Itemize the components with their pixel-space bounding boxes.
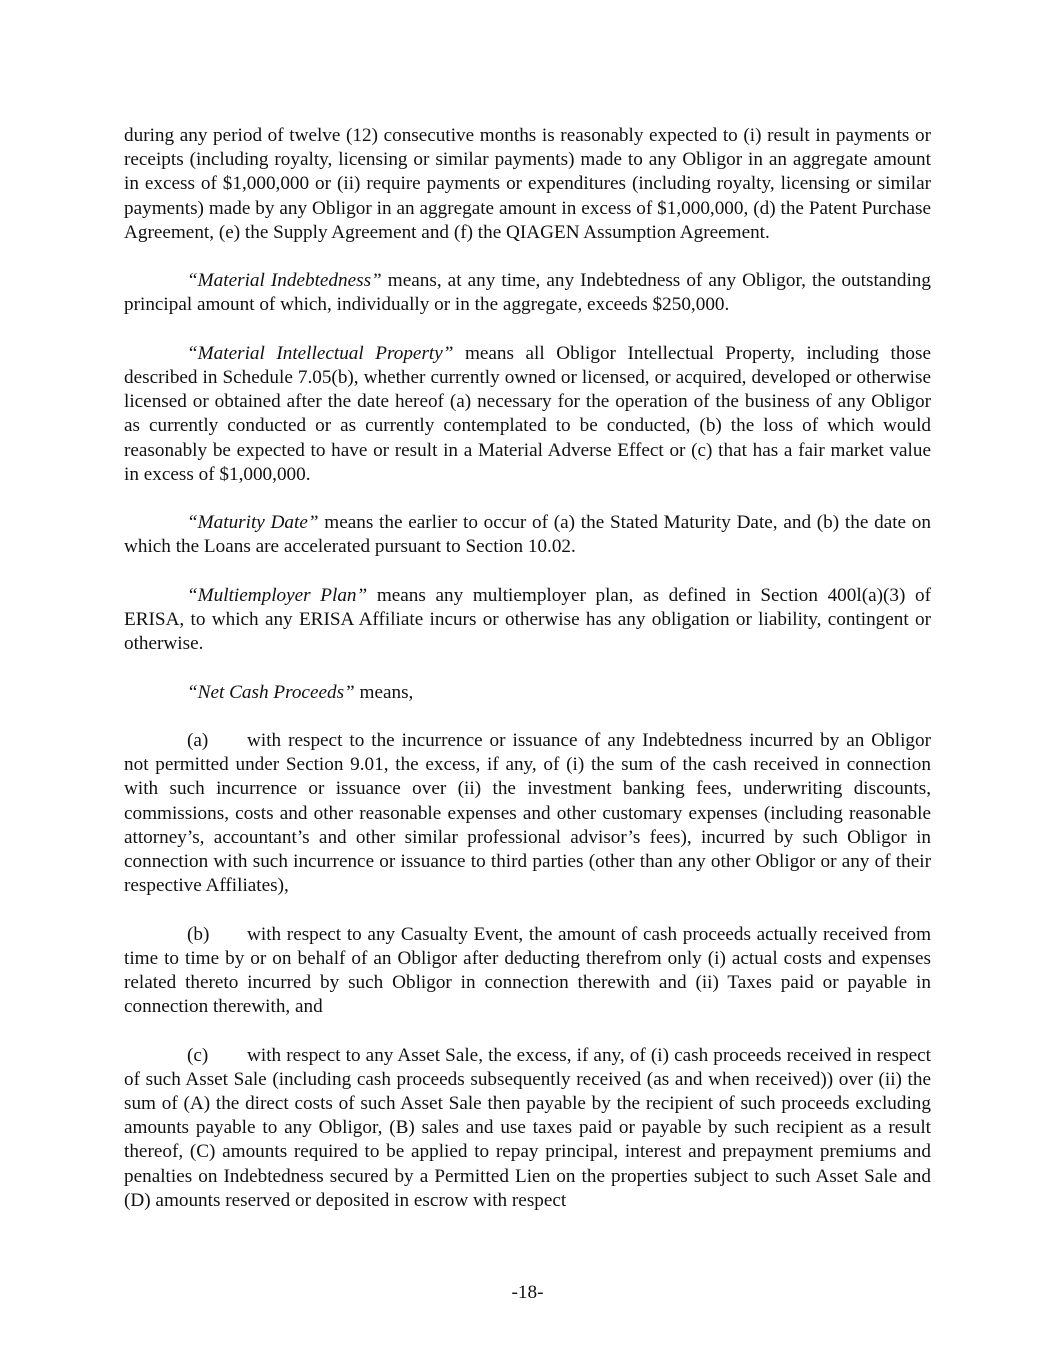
definition-text: means any multiemployer plan, as defined in Section 400l(a)(3) of ERISA, to which any ERISA Affiliate incurs or otherwise has any obligation or liability, contingent or otherwise. [124, 584, 931, 655]
defined-term: “Material Intellectual Property” [187, 342, 454, 364]
clause-c [124, 1044, 931, 1213]
clause-text: with respect to any Casualty Event, the amount of cash proceeds actually received from time to time by or on behalf of an Obligor after deducting therefrom only (i) actual costs and expenses related thereto incurred by such Obligor in connection therewith and (ii) Taxes paid or payable in connection therewith, and [124, 923, 931, 1018]
defined-term: “Maturity Date” [187, 512, 319, 534]
clause-text: with respect to the incurrence or issuance of any Indebtedness incurred by an Obligor not permitted under Section 9.01, the excess, if any, of (i) the sum of the cash received in connection with such incurrence or issuance over (ii) the investment banking fees, underwriting discounts, commissions, costs and other reasonable expenses and other customary expenses (including reasonable attorney’s, accountant’s and other similar professional advisor’s fees), incurred by such Obligor in connection with such incurrence or issuance to third parties (other than any other Obligor or any of their respective Affiliates), [124, 729, 931, 897]
clause-marker: (a) [187, 729, 209, 751]
clause-text: with respect to any Asset Sale, the excess, if any, of (i) cash proceeds received in respect of such Asset Sale (including cash proceeds subsequently received (as and when received)) over (ii) the sum of (A) the direct costs of such Asset Sale then payable by the recipient of such proceeds excluding amounts payable to any Obligor, (B) sales and use taxes paid or payable by such recipient as a result thereof, (C) amounts required to be applied to repay principal, interest and prepayment premiums and penalties on Indebtedness secured by a Permitted Lien on the properties subject to such Asset Sale and (D) amounts reserved or deposited in escrow with respect [124, 1044, 931, 1211]
definition-maturity-date [124, 511, 931, 559]
defined-term: “Material Indebtedness” [187, 270, 382, 292]
document-body [124, 124, 931, 1237]
definition-net-cash-proceeds [124, 681, 931, 705]
definition-text: means the earlier to occur of (a) the Stated Maturity Date, and (b) the date on which the Loans are accelerated pursuant to Section 10.02. [124, 512, 931, 558]
clause-marker: (c) [187, 1044, 209, 1066]
clause-marker: (b) [187, 923, 210, 945]
page-number: -18- [511, 1282, 544, 1303]
continuation-paragraph [124, 124, 931, 245]
clause-a [124, 729, 931, 898]
definition-material-indebtedness [124, 269, 931, 317]
clause-b [124, 923, 931, 1020]
defined-term: “Multiemployer Plan” [187, 584, 368, 606]
paragraph-text: during any period of twelve (12) consecutive months is reasonably expected to (i) result in payments or receipts (including royalty, licensing or similar payments) made to any Obligor in an aggregate amount in excess of $1,000,000 or (ii) require payments or expenditures (including royalty, licensing or similar payments) made by any Obligor in an aggregate amount in excess of $1,000,000, (d) the Patent Purchase Agreement, (e) the Supply Agreement and (f) the QIAGEN Assumption Agreement. [124, 125, 931, 243]
defined-term: “Net Cash Proceeds” [187, 681, 355, 703]
definition-text: means, [354, 681, 414, 703]
definition-text: means, at any time, any Indebtedness of any Obligor, the outstanding principal amount of which, individually or in the aggregate, exceeds $250,000. [124, 270, 931, 316]
definition-multiemployer-plan [124, 584, 931, 657]
definition-material-intellectual-property [124, 342, 931, 487]
definition-text: means all Obligor Intellectual Property, including those described in Schedule 7.05(b), whether currently owned or licensed, or acquired, developed or otherwise licensed or obtained after the date hereof (a) necessary for the operation of the business of any Obligor as currently conducted or as currently contemplated to be conducted, (b) the loss of which would reasonably be expected to have or result in a Material Adverse Effect or (c) that has a fair market value in excess of $1,000,000. [124, 342, 931, 485]
